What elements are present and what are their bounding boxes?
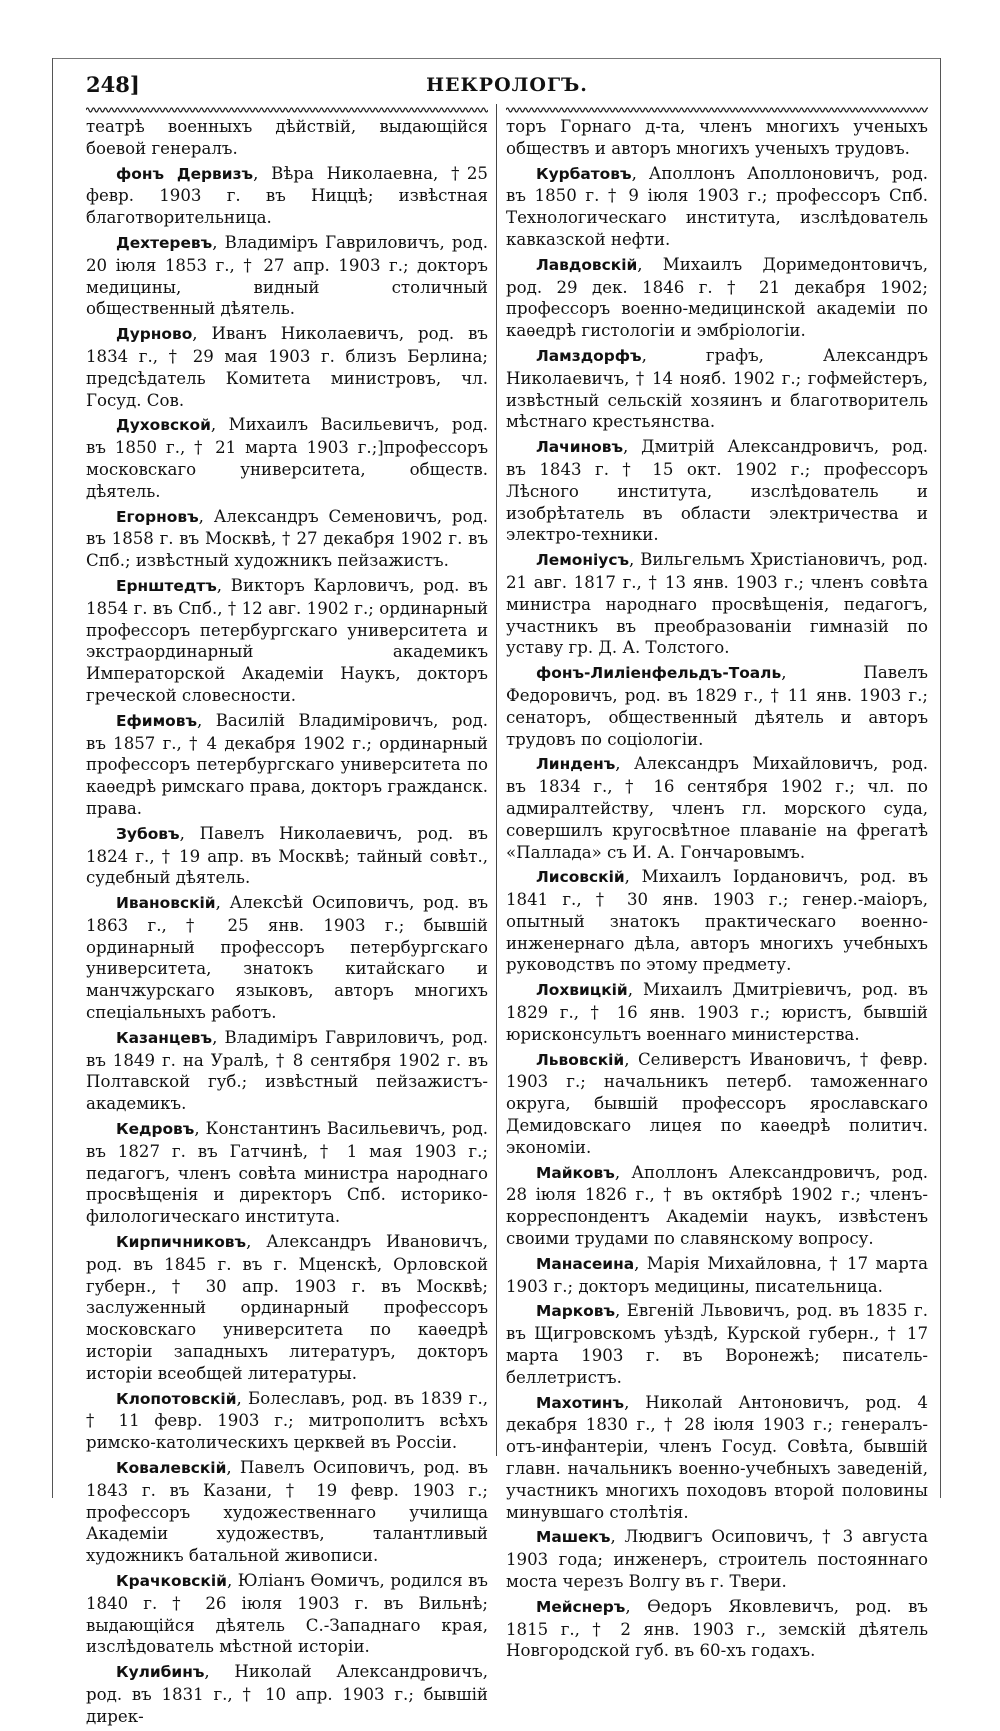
entry-text: , Марія Михайловна, † 17 марта 1903 г.; докторъ медицины, писательница. [506, 1253, 928, 1296]
entry-name: Казанцевъ [116, 1028, 213, 1047]
entry-name: Мейснеръ [536, 1597, 626, 1616]
obituary-entry [86, 1661, 488, 1727]
entry-text: , Евгеній Львовичъ, род. въ 1835 г. въ Щигровскомъ уѣздѣ, Курской губерн., † 17 марта 1903 г. въ Воронежѣ; писатель-беллетристъ. [506, 1301, 928, 1387]
entry-text: , Михаилъ Доримедонтовичъ, род. 29 дек. 1846 г. † 21 декабря 1902; профессоръ военно-медицинской академіи по каѳедрѣ гистологіи и эмбріологіи. [506, 254, 928, 341]
obituary-entry [506, 254, 928, 342]
obituary-entry [86, 710, 488, 820]
entry-text: , Алексѣй Осиповичъ, род. въ 1863 г., † 25 янв. 1903 г.; бывшій ординарный профессоръ петербургскаго университета, знатокъ китайскаго и манчжурскаго языковъ, авторъ многихъ спеціальныхъ работъ. [86, 893, 488, 1023]
entry-name: Майковъ [536, 1163, 615, 1182]
obituary-entry [506, 1253, 928, 1298]
page-frame-right [940, 58, 941, 1498]
entry-name: Марковъ [536, 1302, 616, 1321]
entry-name: Дехтеревъ [116, 233, 213, 252]
entry-name: Лемоніусъ [536, 551, 630, 570]
entry-text: , Болеславъ, род. въ 1839 г., † 11 февр. 1903 г.; митрополитъ всѣхъ римско-католическихъ церквей въ Россіи. [86, 1388, 488, 1453]
entry-text: , Вѣра Николаевна, †25 февр. 1903 г. въ Ниццѣ; извѣстная благотворительница. [86, 163, 488, 228]
obituary-entry [86, 1388, 488, 1454]
entry-name: Ивановскій [116, 894, 216, 913]
entry-name: Кедровъ [116, 1120, 195, 1139]
entry-text: , Михаилъ Васильевичъ, род. въ 1850 г., † 21 марта 1903 г.;]профессоръ московскаго университета, обществ. дѣятель. [86, 415, 488, 501]
entry-text: , Павелъ Федоровичъ, род. въ 1829 г., † 11 янв. 1903 г.; сенаторъ, общественный дѣятель и авторъ трудовъ по соціологіи. [506, 663, 928, 749]
entry-text: , Дмитрій Александровичъ, род. въ 1843 г. † 15 окт. 1902 г.; профессоръ Лѣсного института, изслѣдователь и изобрѣтатель въ области электричества и электро-техники. [506, 437, 928, 545]
entry-text: , графъ, Александръ Николаевичъ, † 14 нояб. 1902 г.; гофмейстеръ, извѣстный сельскій хозяинъ и благотворитель мѣстнаго крестьянства. [506, 345, 928, 432]
entry-text: , Викторъ Карловичъ, род. въ 1854 г. въ Спб., † 12 авг. 1902 г.; ординарный профессоръ петербургскаго университета и экстраординарный академикъ Императорской Академіи Наукъ, докторъ греческой словесности. [86, 575, 488, 705]
entry-name: Махотинъ [536, 1393, 625, 1412]
obituary-entry [86, 163, 488, 229]
entry-text: , Павелъ Николаевичъ, род. въ 1824 г., † 19 апр. въ Москвѣ; тайный совѣт., судебный дѣятель. [86, 823, 488, 888]
obituary-entry [506, 1300, 928, 1388]
entry-text: , Владиміръ Гавриловичъ, род. 20 іюля 1853 г., † 27 апр. 1903 г.; докторъ медицины, видный столичный общественный дѣятель. [86, 232, 488, 319]
obituary-entry [506, 436, 928, 546]
entry-text: , Александръ Михайловичъ, род. въ 1834 г., † 16 сентября 1902 г.; чл. по адмиралтейству, членъ гл. морского суда, совершилъ кругосвѣтное плаваніе на фрегатѣ «Паллада» съ И. А. Гончаровымъ. [506, 754, 928, 862]
obituary-entry [506, 1526, 928, 1592]
entry-text: , Владиміръ Гавриловичъ, род. въ 1849 г. на Уралѣ, † 8 сентября 1902 г. въ Полтавской губ.; извѣстный пейзажистъ-академикъ. [86, 1027, 488, 1114]
obituary-entry [506, 866, 928, 976]
entry-name: Львовскій [536, 1050, 625, 1069]
page-number: 248] [86, 72, 140, 97]
entry-name: Дурново [116, 325, 193, 344]
obituary-entry [506, 345, 928, 433]
obituary-entry [86, 414, 488, 502]
entry-name: Ефимовъ [116, 711, 198, 730]
entry-name: Клопотовскій [116, 1389, 237, 1408]
entry-name: Ернштедтъ [116, 576, 217, 595]
entry-name: Лисовскій [536, 868, 625, 887]
entry-text: , Селиверстъ Ивановичъ, † февр. 1903 г.; начальникъ петерб. таможеннаго округа, бывшій профессоръ ярославскаго Демидовскаго лицея по каѳедрѣ политич. экономіи. [506, 1049, 928, 1157]
obituary-entry [86, 323, 488, 411]
entry-text: , Михаилъ Дмитріевичъ, род. въ 1829 г., † 16 янв. 1903 г.; юристъ, бывшій юрисконсультъ военнаго министерства. [506, 980, 928, 1044]
wavy-rule-right [506, 106, 928, 114]
obituary-entry [86, 823, 488, 889]
obituary-entry [506, 753, 928, 863]
obituary-entry [86, 1231, 488, 1385]
page-frame-left [52, 58, 53, 1498]
entry-name: Кулибинъ [116, 1663, 205, 1682]
entry-name: Ламздорфъ [536, 346, 642, 365]
entry-name: фонъ-Лиліенфельдъ-Тоаль [536, 664, 782, 683]
entry-name: Лавдовскій [536, 255, 638, 274]
obituary-entry [506, 116, 928, 160]
entry-name: Лохвицкій [536, 981, 628, 1000]
entry-name: Машекъ [536, 1528, 611, 1547]
entry-name: Манасеина [536, 1254, 635, 1273]
entry-text: , Вильгельмъ Христіановичъ, род. 21 авг. 1817 г., † 13 янв. 1903 г.; членъ совѣта министра народнаго просвѣщенія, педагогъ, участникъ въ преобразованіи гимназій по уставу гр. Д. А. Толстого. [506, 550, 928, 658]
page-frame-top [52, 58, 941, 59]
obituary-entry [86, 575, 488, 707]
entry-name: фонъ Дервизъ [116, 164, 254, 183]
entry-text: , Аполлонъ Аполлоновичъ, род. въ 1850 г. † 9 іюля 1903 г.; профессоръ Спб. Технологическаго института, изслѣдователь кавказской нефти. [506, 163, 928, 249]
entry-name: Курбатовъ [536, 164, 632, 183]
entry-text: , Павелъ Осиповичъ, род. въ 1843 г. въ Казани, † 19 февр. 1903 г.; профессоръ художественнаго училища Академіи художествъ, талантливый художникъ батальной живописи. [86, 1458, 488, 1566]
obituary-entry [506, 1596, 928, 1662]
obituary-entry [86, 1027, 488, 1115]
obituary-entry [506, 1049, 928, 1159]
left-column [86, 116, 488, 1731]
entry-name: Лачиновъ [536, 438, 624, 457]
entry-text: театрѣ военныхъ дѣйствій, выдающійся боевой генералъ. [86, 117, 488, 158]
entry-text: , Александръ Ивановичъ, род. въ 1845 г. въ г. Мценскѣ, Орловской губерн., † 30 апр. 1903 г. въ Москвѣ; заслуженный ординарный профессоръ московскаго университета по каѳедрѣ исторіи западныхъ литературъ, докторъ исторіи всеобщей литературы. [86, 1232, 488, 1383]
entry-text: , Аполлонъ Александровичъ, род. 28 іюля 1826 г., † въ октябрѣ 1902 г.; членъ-корреспондентъ Академіи наукъ, извѣстенъ своими трудами по славянскому вопросу. [506, 1162, 928, 1249]
obituary-entry [86, 1118, 488, 1228]
entry-text: , Ѳедоръ Яковлевичъ, род. въ 1815 г., † 2 янв. 1903 г., земскій дѣятель Новгородской губ. въ 60-хъ годахъ. [506, 1596, 928, 1661]
obituary-entry [86, 232, 488, 320]
entry-name: Ковалевскій [116, 1459, 227, 1478]
entry-text: торъ Горнаго д-та, членъ многихъ ученыхъ обществъ и авторъ многихъ ученыхъ трудовъ. [506, 117, 928, 158]
entry-text: , Юліанъ Ѳомичъ, родился въ 1840 г. † 26 іюля 1903 г. въ Вильнѣ; выдающійся дѣятель С.-Западнаго края, изслѣдователь мѣстной исторіи. [86, 1571, 488, 1657]
obituary-entry [506, 1392, 928, 1524]
entry-name: Линденъ [536, 755, 616, 774]
entry-name: Духовской [116, 416, 211, 435]
obituary-entry [86, 1570, 488, 1658]
obituary-entry [506, 1162, 928, 1250]
entry-text: , Михаилъ Іордановичъ, род. въ 1841 г., † 30 янв. 1903 г.; генер.-маіоръ, опытный знатокъ практическаго военно-инженернаго дѣла, авторъ многихъ учебныхъ руководствъ по этому предмету. [506, 867, 928, 975]
entry-text: , Александръ Семеновичъ, род. въ 1858 г. въ Москвѣ, † 27 декабря 1902 г. въ Спб.; извѣстный художникъ пейзажистъ. [86, 506, 488, 571]
obituary-entry [506, 549, 928, 659]
entry-text: , Иванъ Николаевичъ, род. въ 1834 г., † 29 мая 1903 г. близъ Берлина; предсѣдатель Комитета министровъ, чл. Госуд. Сов. [86, 324, 488, 410]
obituary-entry [86, 1457, 488, 1567]
entry-name: Зубовъ [116, 824, 180, 843]
obituary-entry [506, 662, 928, 750]
wavy-rule-left [86, 106, 488, 114]
entry-name: Крачковскій [116, 1572, 227, 1590]
entry-text: , Николай Александровичъ, род. въ 1831 г., † 10 апр. 1903 г.; бывшій дирек- [86, 1662, 488, 1726]
obituary-entry [86, 892, 488, 1024]
right-column [506, 116, 928, 1665]
obituary-entry [86, 116, 488, 160]
obituary-entry [86, 506, 488, 572]
entry-text: , Николай Антоновичъ, род. 4 декабря 1830 г., † 28 іюля 1903 г.; генералъ-отъ-инфантеріи, членъ Госуд. Совѣта, бывшій главн. начальникъ военно-учебныхъ заведеній, участникъ многихъ походовъ второй половины минувшаго столѣтія. [506, 1392, 928, 1522]
entry-text: , Людвигъ Осиповичъ, † 3 августа 1903 года; инженеръ, строитель постояннаго моста черезъ Волгу въ г. Твери. [506, 1527, 928, 1591]
entry-name: Егорновъ [116, 507, 199, 526]
entry-text: , Василій Владиміровичъ, род. въ 1857 г., † 4 декабря 1902 г.; ординарный профессоръ петербургскаго университета по каѳедрѣ римскаго права, докторъ гражданск. права. [86, 710, 488, 818]
obituary-entry [506, 979, 928, 1045]
column-separator [496, 104, 497, 1456]
obituary-entry [506, 163, 928, 251]
page-header [86, 70, 928, 104]
entry-name: Кирпичниковъ [116, 1233, 247, 1252]
entry-text: , Константинъ Васильевичъ, род. въ 1827 г. въ Гатчинѣ, † 1 мая 1903 г.; педагогъ, членъ совѣта министра народнаго просвѣщенія и директоръ Спб. историко-филологическаго института. [86, 1119, 488, 1227]
page-title: НЕКРОЛОГЪ. [426, 74, 588, 96]
